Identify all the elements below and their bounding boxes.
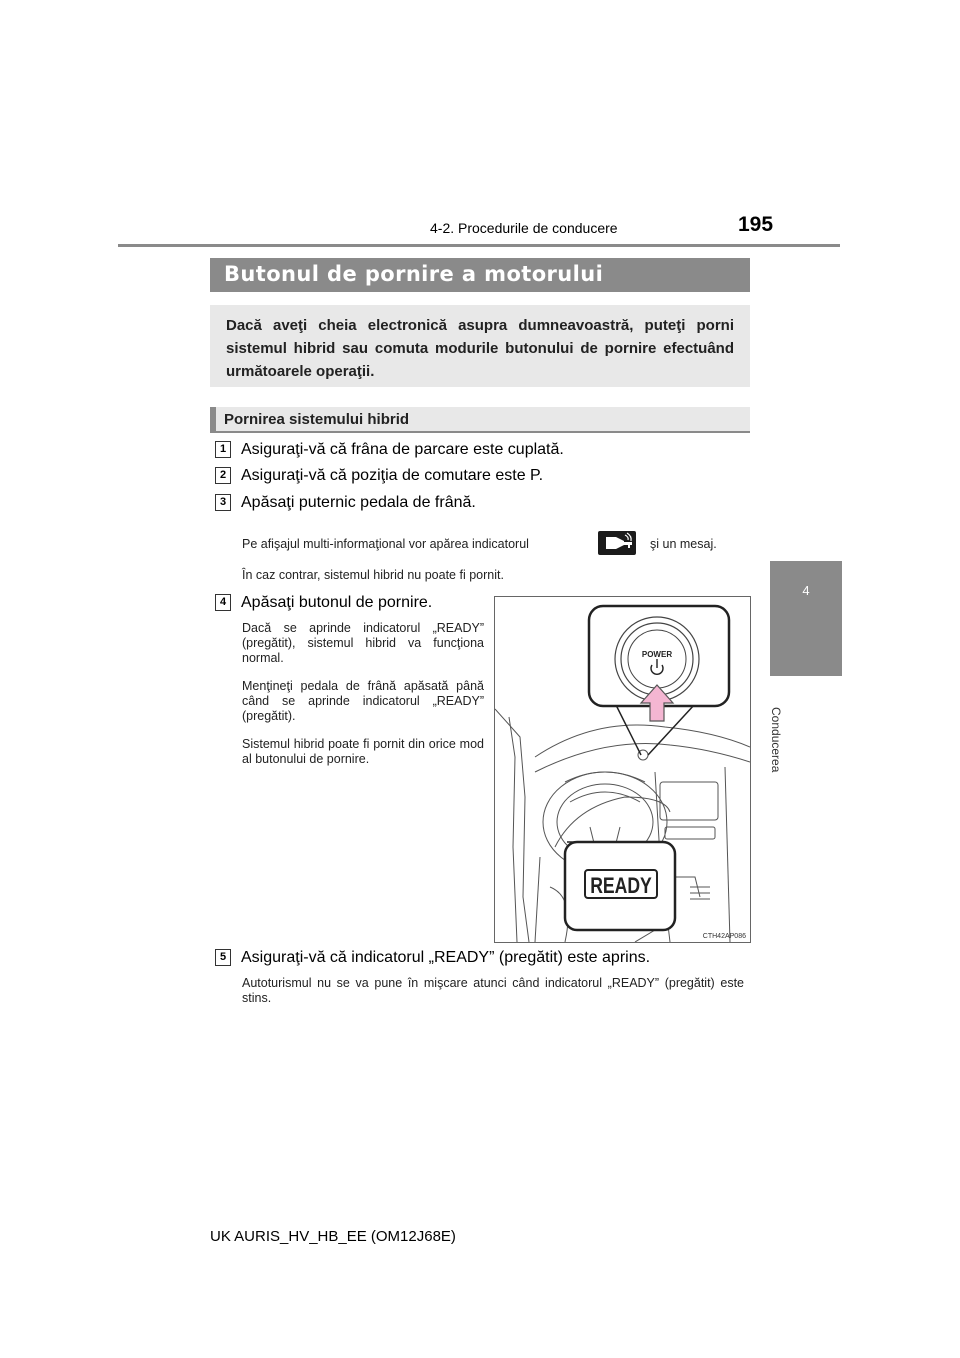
step4-note-3: Sistemul hibrid poate fi pornit din orice mod al butonului de pornire. [242, 737, 484, 766]
figure-code: CTH42AP086 [702, 933, 746, 940]
header-divider [118, 244, 840, 247]
dashboard-drawing [495, 597, 750, 942]
chapter-label-text: Conducerea [769, 707, 783, 773]
step4-note-2: Menţineţi pedala de frână apăsată până când se aprinde indicatorul „READY” (pregătit). [242, 679, 484, 723]
dashboard-illustration [494, 596, 751, 943]
ready-indicator-label: READY [590, 874, 652, 899]
chapter-number: 4 [802, 583, 810, 598]
step4-note-1: Dacă se aprinde indicatorul „READY” (pregătit), sistemul hibrid va funcţiona normal. [242, 621, 484, 665]
step-text-5: Asiguraţi-vă că indicatorul „READY” (pregătit) este aprins. [241, 949, 651, 966]
step-text-2: Asiguraţi-vă că poziţia de comutare este P. [241, 467, 544, 484]
intro-text: Dacă aveţi cheia electronică asupra dumneavoastră, puteţi porni sistemul hibrid sau comuta modurile butonului de pornire efectuând următoarele operaţii. [226, 317, 734, 380]
step-number-1: 1 [215, 441, 231, 458]
step-text-3: Apăsaţi puternic pedala de frână. [241, 494, 476, 511]
subsection-accent [210, 407, 216, 433]
step-number-3: 3 [215, 494, 231, 511]
step5-note: Autoturismul nu se va pune în mişcare atunci când indicatorul „READY” (pregătit) este stins. [242, 976, 744, 1005]
step-text-1: Asiguraţi-vă că frâna de parcare este cuplată. [241, 441, 564, 458]
power-button-label: POWER [641, 650, 673, 659]
step3-note-after-icon: şi un mesaj. [650, 537, 717, 551]
step3-note-before-icon: Pe afişajul multi-informaţional vor apărea indicatorul [242, 537, 529, 551]
subsection-heading [210, 407, 750, 433]
subsection-title: Pornirea sistemului hibrid [224, 411, 410, 428]
section-reference: 4-2. Procedurile de conducere [430, 220, 618, 236]
step3-note-2: În caz contrar, sistemul hibrid nu poate fi pornit. [242, 568, 504, 582]
chapter-label [769, 632, 805, 773]
title-bar [210, 258, 750, 292]
step-number-5: 5 [215, 949, 231, 966]
intro-box [210, 305, 750, 387]
smart-key-indicator-icon [598, 531, 636, 555]
step-text-4: Apăsaţi butonul de pornire. [241, 594, 433, 611]
step-number-2: 2 [215, 467, 231, 484]
document-code: UK AURIS_HV_HB_EE (OM12J68E) [210, 1228, 456, 1245]
page-number: 195 [738, 213, 774, 236]
page-title: Butonul de pornire a motorului [224, 262, 604, 286]
step-number-4: 4 [215, 594, 231, 611]
